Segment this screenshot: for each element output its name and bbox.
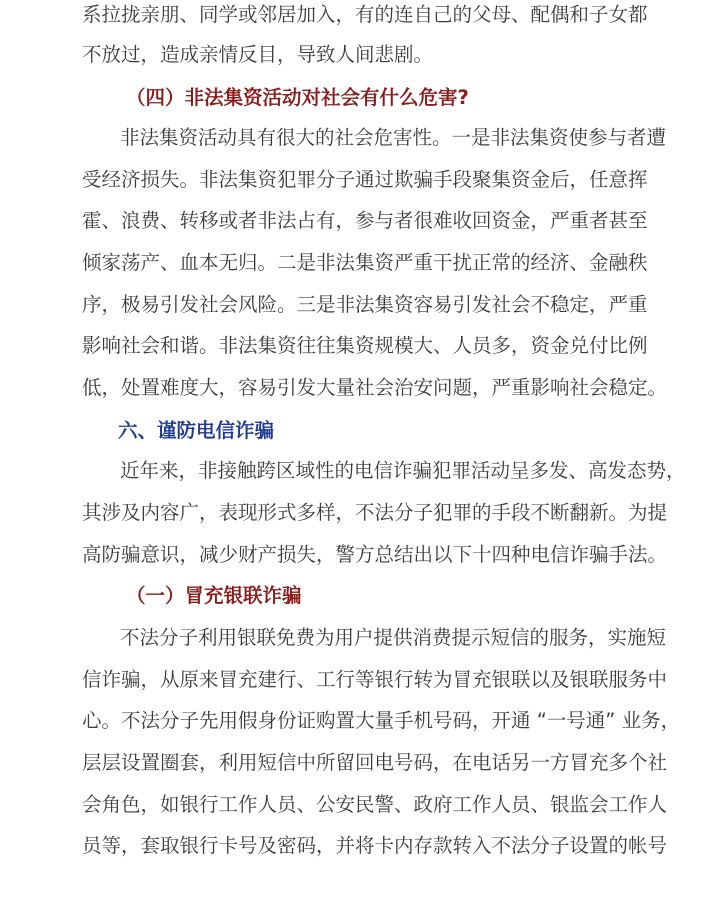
body-text-line: 其涉及内容广，表现形式多样，不法分子犯罪的手段不断翻新。为提 (82, 501, 668, 524)
paragraph-first-line: 不法分子利用银联免费为用户提供消费提示短信的服务，实施短 (120, 626, 667, 649)
body-text-line: 霍、浪费、转移或者非法占有，参与者很难收回资金，严重者甚至 (82, 209, 648, 232)
section-heading: （一）冒充银联诈骗 (126, 584, 302, 607)
body-text-line: 影响社会和谐。非法集资往往集资规模大、人员多，资金兑付比例 (82, 334, 648, 357)
chapter-heading: 六、谨防电信诈骗 (118, 419, 275, 442)
body-text-line: 低，处置难度大，容易引发大量社会治安问题，严重影响社会稳定。 (82, 376, 668, 399)
paragraph-first-line: 近年来，非接触跨区域性的电信诈骗犯罪活动呈多发、高发态势， (120, 459, 686, 482)
body-text-line: 序，极易引发社会风险。三是非法集资容易引发社会不稳定，严重 (82, 293, 648, 316)
body-text-line: 信诈骗，从原来冒充建行、工行等银行转为冒充银联以及银联服务中 (82, 668, 668, 691)
paragraph-first-line: 非法集资活动具有很大的社会危害性。一是非法集资使参与者遭 (120, 126, 667, 149)
section-heading: （四）非法集资活动对社会有什么危害? (126, 86, 469, 109)
body-text-line: 会角色，如银行工作人员、公安民警、政府工作人员、银监会工作人 (82, 793, 668, 816)
body-text-line: 高防骗意识，减少财产损失，警方总结出以下十四种电信诈骗手法。 (82, 543, 668, 566)
body-text-line: 不放过，造成亲情反目，导致人间悲剧。 (82, 43, 434, 66)
body-text-line: 层层设置圈套，利用短信中所留回电号码，在电话另一方冒充多个社 (82, 751, 668, 774)
body-text-line: 倾家荡产、血本无归。二是非法集资严重干扰正常的经济、金融秩 (82, 251, 648, 274)
body-text-line: 系拉拢亲朋、同学或邻居加入，有的连自己的父母、配偶和子女都 (82, 3, 648, 26)
body-text-line: 受经济损失。非法集资犯罪分子通过欺骗手段聚集资金后，任意挥 (82, 168, 648, 191)
body-text-line: 心。不法分子先用假身份证购置大量手机号码，开通 “一号通” 业务， (82, 709, 681, 732)
body-text-line: 员等，套取银行卡号及密码，并将卡内存款转入不法分子设置的帐号 (82, 834, 668, 857)
